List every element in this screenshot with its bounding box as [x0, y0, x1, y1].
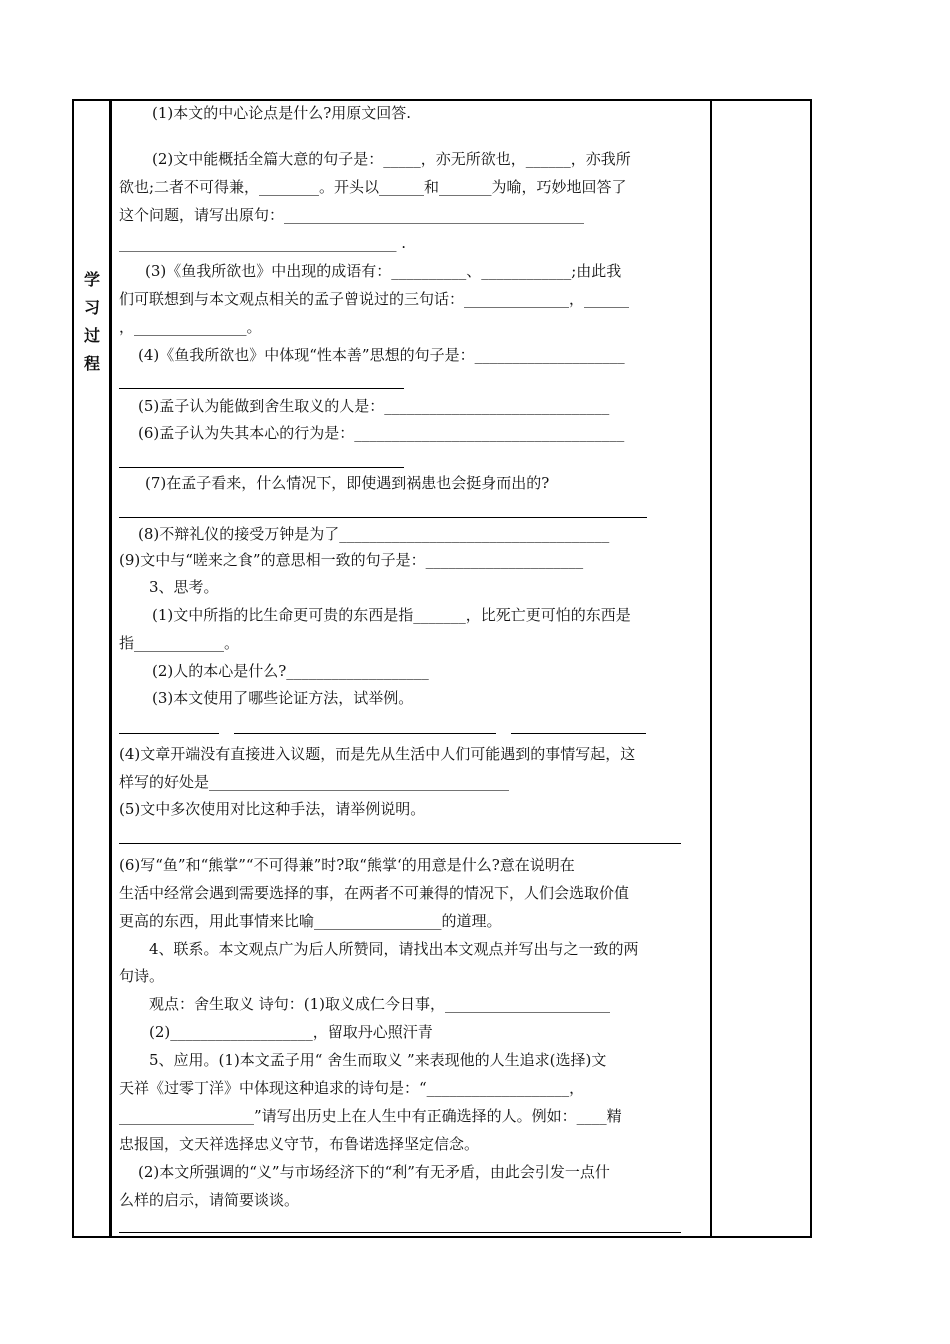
section-3-q5: (5)文中多次使用对比这种手法，请举例说明。: [119, 800, 426, 818]
answer-line: [119, 517, 647, 518]
section-3-q4: (4)文章开端没有直接进入议题，而是先从生活中人们可能遇到的事情写起，这: [119, 745, 636, 763]
column-divider: [111, 101, 112, 1236]
section-5-cont: 忠报国，文天祥选择忠义守节，布鲁诺选择坚定信念。: [119, 1135, 480, 1153]
answer-line: [119, 467, 404, 468]
section-4-viewpoint: 观点：舍生取义 诗句：(1)取义成仁今日事，______________________: [149, 995, 611, 1013]
answer-line: [119, 733, 219, 734]
answer-line: [119, 1232, 681, 1233]
section-3-q6-cont: 生活中经常会遇到需要选择的事，在两者不可兼得的情况下，人们会选取价值: [119, 884, 630, 902]
question-8: (8)不辩礼仪的接受万钟是为了____________________________________: [138, 525, 610, 543]
answer-line: _____________________________________ .: [119, 234, 407, 252]
section-5-cont: __________________”请写出历史上在人生中有正确选择的人。例如：____精: [119, 1107, 622, 1125]
section-3-q1: (1)文中所指的比生命更可贵的东西是指_______，比死亡更可怕的东西是: [152, 606, 631, 624]
section-5-q2-cont: 么样的启示，请简要谈谈。: [119, 1191, 300, 1209]
answer-line: [511, 733, 646, 734]
section-4-poem: (2)___________________，留取丹心照汗青: [149, 1023, 433, 1041]
question-4: (4)《鱼我所欲也》中体现“性本善”思想的句子是：____________________: [138, 346, 625, 364]
section-3-q1-cont: 指____________。: [119, 634, 240, 652]
question-9: (9)文中与“嗟来之食”的意思相一致的句子是：_____________________: [119, 551, 584, 569]
question-5: (5)孟子认为能做到舍生取义的人是：______________________________: [138, 397, 610, 415]
question-1: (1)本文的中心论点是什么?用原文回答.: [152, 104, 412, 122]
section-3-q6: (6)写“鱼”和“熊掌”“不可得兼”时?取“熊掌‘的用意是什么?意在说明在: [119, 856, 575, 874]
section-4-cont: 句诗。: [119, 967, 165, 985]
answer-line: [119, 388, 404, 389]
section-5-cont: 天祥《过零丁洋》中体现这种追求的诗句是：“___________________，: [119, 1079, 585, 1097]
section-3-q2: (2)人的本心是什么?___________________: [152, 662, 429, 680]
section-5-heading: 5、应用。(1)本文孟子用“ 舍生而取义 ”来表现他的人生追求(选择)文: [149, 1051, 607, 1069]
answer-line: [119, 843, 681, 844]
section-5-q2: (2)本文所强调的“义”与市场经济下的“利”有无矛盾，由此会引发一点什: [138, 1163, 610, 1181]
section-4-heading: 4、联系。本文观点广为后人所赞同，请找出本文观点并写出与之一致的两: [149, 940, 639, 958]
question-3-cont: ，_______________。: [119, 318, 262, 336]
worksheet-table: [72, 99, 812, 1238]
column-divider: [710, 101, 712, 1236]
answer-line: [234, 733, 352, 734]
question-7: (7)在孟子看来，什么情况下，即使遇到祸患也会挺身而出的?: [145, 474, 550, 492]
question-6: (6)孟子认为失其本心的行为是：____________________________________: [138, 424, 625, 442]
section-3-q6-cont: 更高的东西，用此事情来比喻_________________的道理。: [119, 912, 502, 930]
section-3-q4-cont: 样写的好处是________________________________________: [119, 773, 510, 791]
question-2-cont: 欲也;二者不可得兼，________。开头以______和_______为喻，巧妙地回答了: [119, 178, 627, 196]
question-2: (2)文中能概括全篇大意的句子是：_____，亦无所欲也，______，亦我所: [152, 150, 631, 168]
section-label: 学 习 过 程: [83, 270, 100, 373]
section-3-q3: (3)本文使用了哪些论证方法，试举例。: [152, 689, 414, 707]
answer-line: [341, 733, 496, 734]
question-3: (3)《鱼我所欲也》中出现的成语有：__________、____________;由此我: [145, 262, 622, 280]
question-3-cont: 们可联想到与本文观点相关的孟子曾说过的三句话：______________，______: [119, 290, 630, 308]
section-3-heading: 3、思考。: [149, 578, 219, 596]
question-2-cont: 这个问题，请写出原句：________________________________________: [119, 206, 585, 224]
